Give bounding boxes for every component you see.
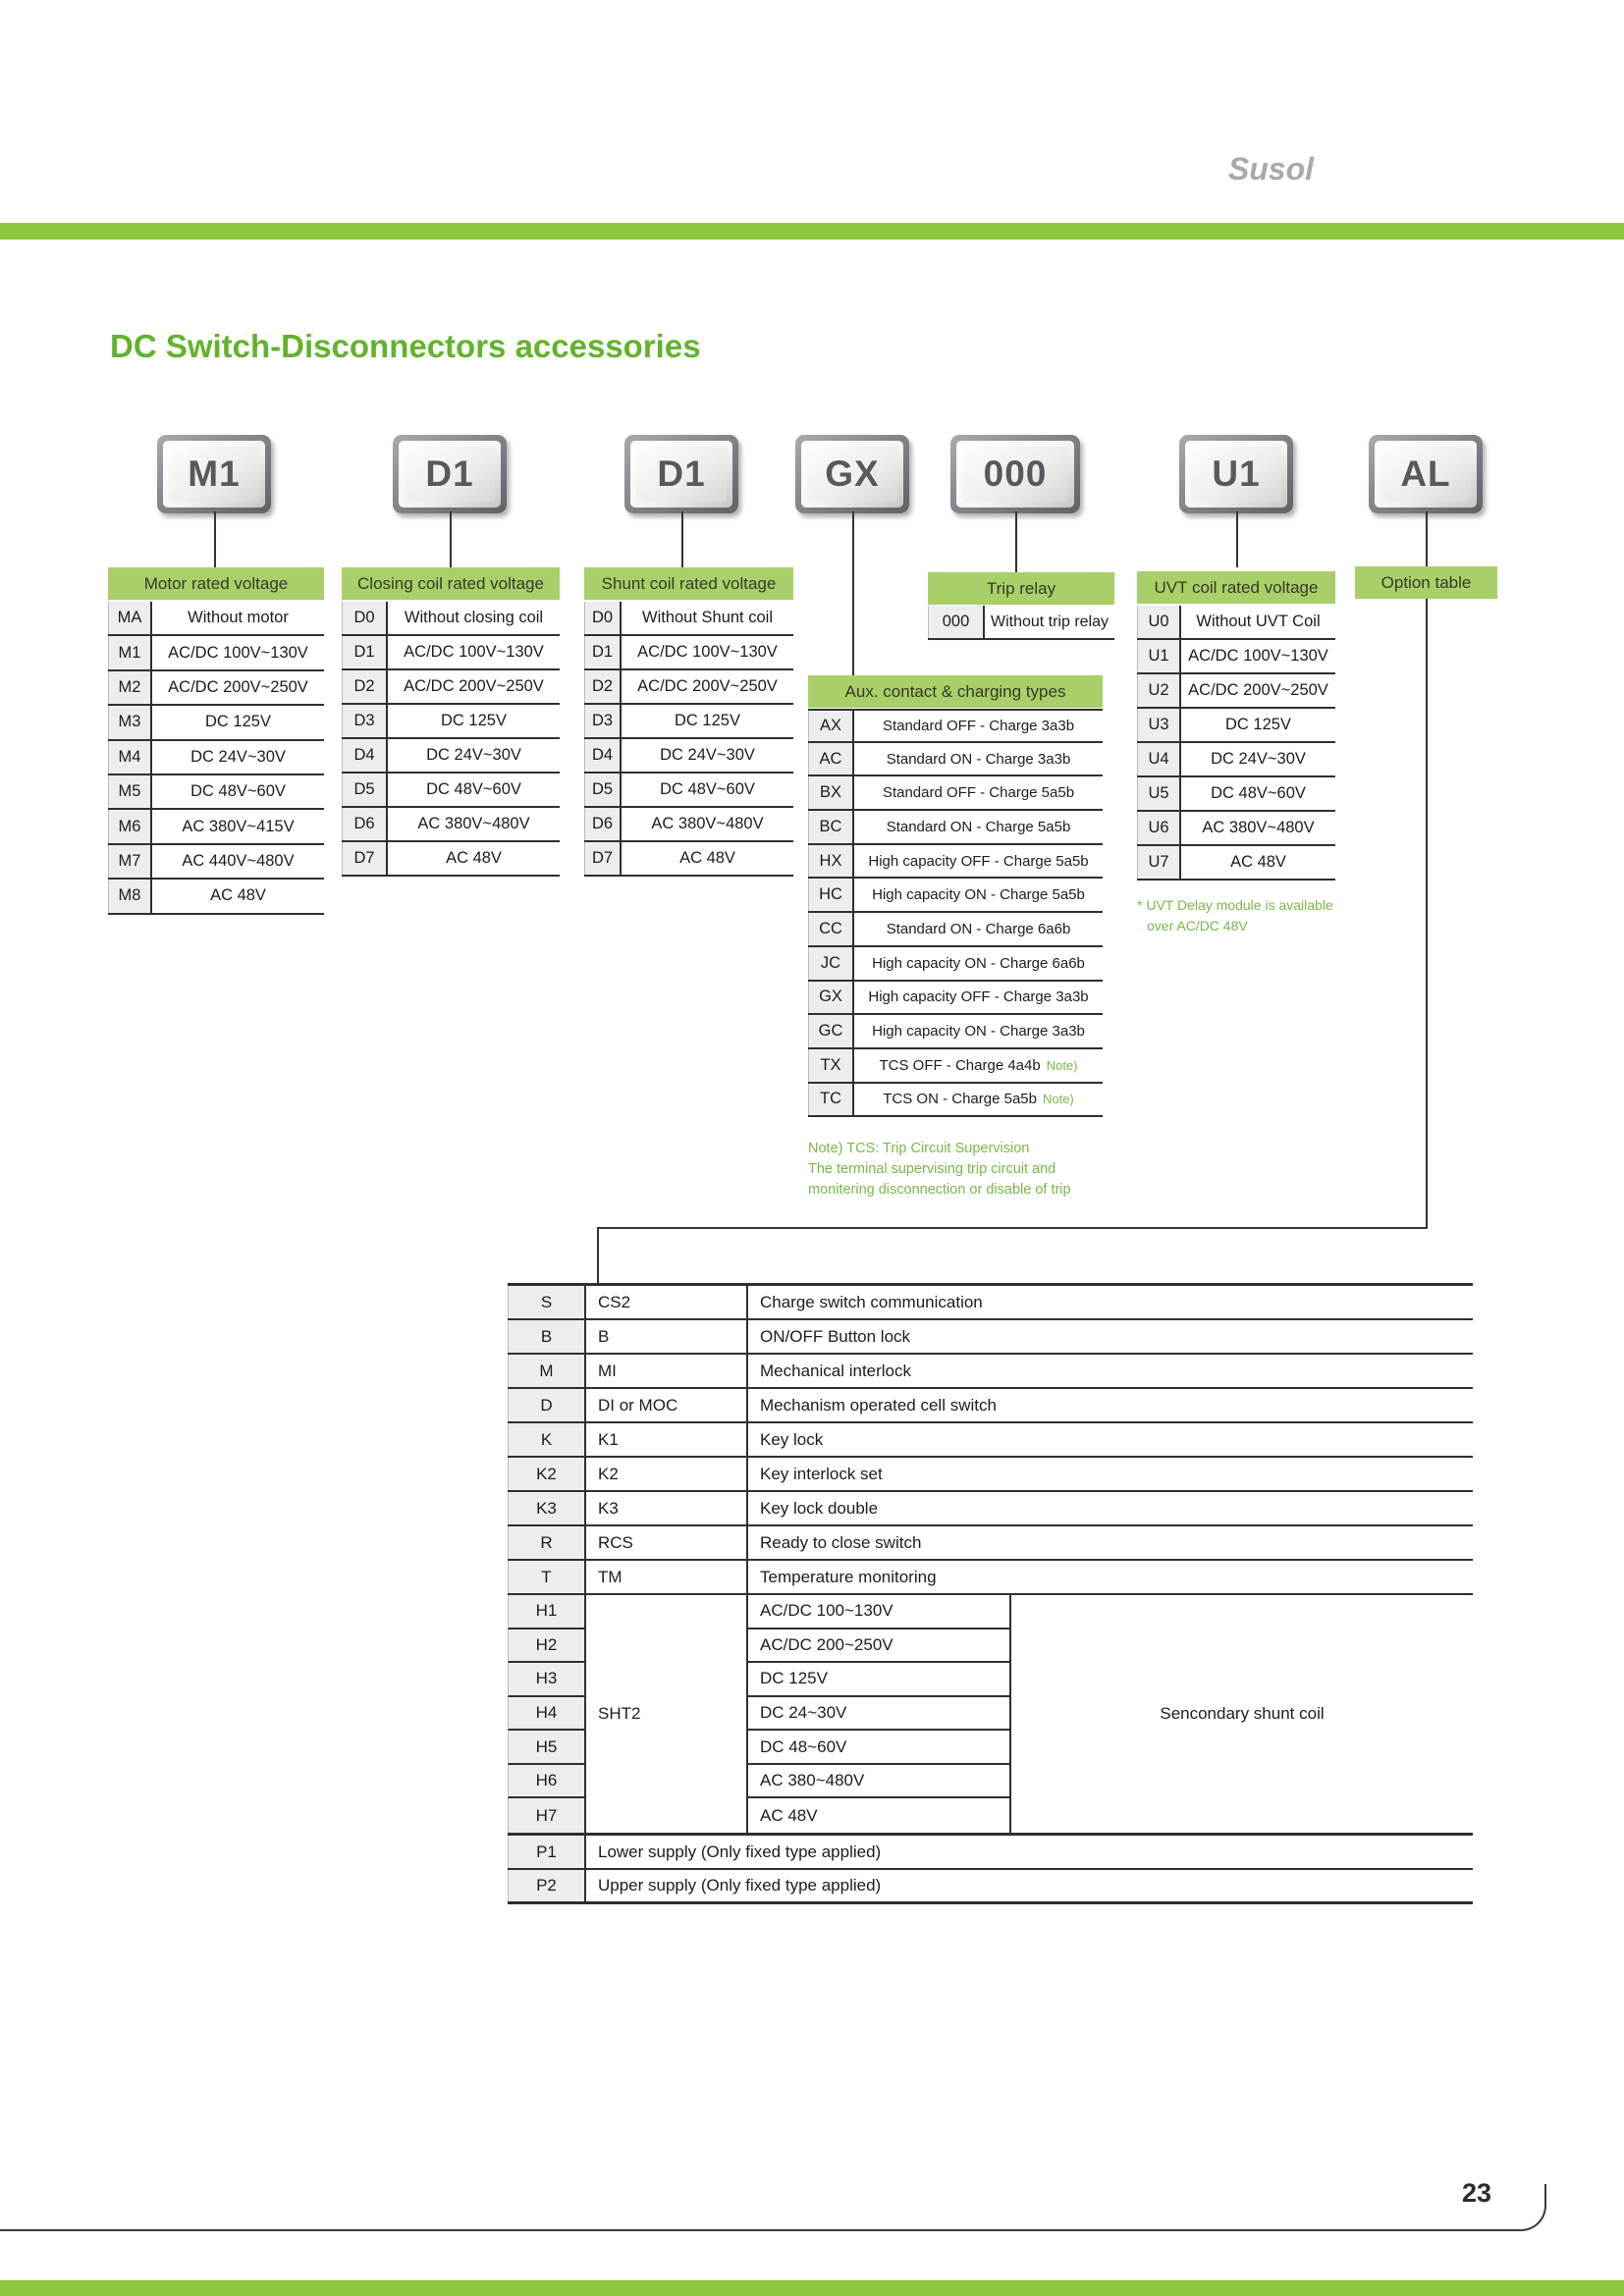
- aux-value-JC: High capacity ON - Charge 6a6b: [872, 954, 1085, 972]
- motor-code-M6: M6: [108, 810, 152, 842]
- option-row-T: [508, 1561, 1473, 1595]
- aux-table-header: Aux. contact & charging types: [808, 675, 1103, 708]
- keycap-label: GX: [807, 447, 897, 502]
- motor-value-M1: AC/DC 100V~130V: [168, 643, 308, 662]
- option-name-B: B: [586, 1320, 748, 1353]
- closing-code-D6: D6: [342, 808, 388, 840]
- option-table-header: Option table: [1355, 566, 1497, 599]
- shunt-code-D5: D5: [584, 774, 622, 806]
- option-name-K3: K3: [586, 1492, 748, 1524]
- shunt-row-D4: [584, 739, 793, 774]
- motor-code-M8: M8: [108, 880, 152, 912]
- option-row-R: [508, 1526, 1473, 1561]
- keycap-label: U1: [1191, 447, 1281, 502]
- option-name-M: MI: [586, 1355, 748, 1387]
- aux-note-line2: The terminal supervising trip circuit and: [808, 1161, 1056, 1177]
- motor-code-MA: MA: [108, 602, 152, 634]
- sht-voltage-H2: AC/DC 200~250V: [748, 1629, 1009, 1664]
- aux-row-TX: [808, 1049, 1103, 1084]
- aux-value-GC: High capacity ON - Charge 3a3b: [872, 1023, 1085, 1041]
- sht-voltage-H1: AC/DC 100~130V: [748, 1595, 1009, 1629]
- motor-code-M4: M4: [108, 741, 152, 774]
- motor-value-M6: AC 380V~415V: [182, 817, 295, 835]
- aux-value-AC: Standard ON - Charge 3a3b: [886, 750, 1071, 768]
- uvt-code-U1: U1: [1137, 640, 1181, 672]
- shunt-code-D2: D2: [584, 670, 622, 703]
- keycap-label: AL: [1380, 447, 1471, 502]
- uvt-value-U3: DC 125V: [1225, 716, 1291, 733]
- shunt-row-D6: [584, 808, 793, 842]
- shunt-row-D2: [584, 670, 793, 705]
- aux-value-HX: High capacity OFF - Charge 5a5b: [868, 852, 1089, 870]
- shunt-value-D2: AC/DC 200V~250V: [637, 677, 778, 695]
- aux-row-JC: [808, 947, 1103, 982]
- aux-code-HC: HC: [808, 879, 854, 911]
- closing-value-D4: DC 24V~30V: [426, 746, 521, 764]
- shunt-table: [584, 602, 793, 877]
- keycap-000-5: [950, 435, 1080, 513]
- aux-code-BX: BX: [808, 776, 854, 809]
- sht-code-H3: H3: [508, 1663, 586, 1697]
- closing-code-D4: D4: [342, 739, 388, 772]
- sht-code-H2: H2: [508, 1629, 586, 1664]
- closing-value-D0: Without closing coil: [404, 609, 544, 626]
- aux-row-HC: [808, 879, 1103, 913]
- uvt-row-U5: [1137, 777, 1335, 812]
- motor-row-M4: [108, 741, 324, 775]
- connector-line-9: [597, 1227, 599, 1283]
- uvt-code-U0: U0: [1137, 606, 1181, 638]
- closing-code-D1: D1: [342, 636, 388, 668]
- uvt-code-U3: U3: [1137, 709, 1181, 741]
- shunt-code-D0: D0: [584, 602, 622, 634]
- aux-code-BC: BC: [808, 811, 854, 843]
- motor-value-M2: AC/DC 200V~250V: [168, 677, 308, 696]
- sht-desc-cell: Sencondary shunt coil: [1160, 1704, 1325, 1723]
- option-code-P1: P1: [508, 1836, 586, 1868]
- option-name-K2: K2: [586, 1458, 748, 1490]
- closing-table: [342, 602, 560, 877]
- aux-row-AC: [808, 743, 1103, 777]
- motor-value-M3: DC 125V: [205, 713, 271, 731]
- closing-row-D4: [342, 739, 560, 774]
- connector-line-1: [214, 511, 216, 567]
- trip-code-000: 000: [928, 606, 985, 638]
- closing-code-D7: D7: [342, 842, 388, 875]
- option-table-sht-region: [508, 1595, 1473, 1836]
- option-code-T: T: [508, 1561, 586, 1593]
- option-row-K2: [508, 1458, 1473, 1492]
- option-row-P2: [508, 1870, 1473, 1904]
- brand-logo: Susol: [1227, 151, 1314, 187]
- motor-value-M5: DC 48V~60V: [190, 782, 286, 801]
- uvt-note-line1: * UVT Delay module is available: [1137, 897, 1333, 913]
- keycap-al-7: [1369, 435, 1483, 513]
- option-row-P1: [508, 1836, 1473, 1870]
- aux-code-AC: AC: [808, 743, 854, 775]
- aux-row-GC: [808, 1015, 1103, 1049]
- uvt-row-U3: [1137, 709, 1335, 743]
- keycap-gx-4: [795, 435, 909, 513]
- keycap-label: D1: [405, 447, 495, 502]
- closing-value-D1: AC/DC 100V~130V: [404, 643, 544, 661]
- sht-code-H6: H6: [508, 1765, 586, 1799]
- uvt-code-U2: U2: [1137, 674, 1181, 707]
- trip-table: [928, 606, 1114, 640]
- sht-label-cell: SHT2: [586, 1595, 748, 1833]
- uvt-table-header: UVT coil rated voltage: [1137, 571, 1335, 604]
- aux-note: [808, 1139, 1132, 1201]
- uvt-value-U4: DC 24V~30V: [1211, 750, 1306, 768]
- option-desc-S: Charge switch communication: [760, 1292, 983, 1311]
- closing-value-D5: DC 48V~60V: [426, 780, 521, 798]
- aux-code-GC: GC: [808, 1015, 854, 1047]
- option-table-simple-rows: [508, 1286, 1473, 1595]
- motor-code-M2: M2: [108, 671, 152, 704]
- motor-value-M7: AC 440V~480V: [182, 851, 295, 870]
- sht-code-H1: H1: [508, 1595, 586, 1629]
- trip-row-000: [928, 606, 1114, 640]
- sht-voltage-H5: DC 48~60V: [748, 1731, 1009, 1765]
- closing-row-D6: [342, 808, 560, 842]
- aux-row-BC: [808, 811, 1103, 845]
- option-code-B: B: [508, 1320, 586, 1353]
- shunt-value-D5: DC 48V~60V: [660, 780, 755, 798]
- closing-row-D7: [342, 842, 560, 877]
- connector-line-5: [1015, 511, 1017, 572]
- uvt-value-U1: AC/DC 100V~130V: [1188, 647, 1328, 665]
- option-table: [508, 1283, 1473, 1904]
- option-code-R: R: [508, 1526, 586, 1559]
- option-code-S: S: [508, 1286, 586, 1318]
- uvt-code-U4: U4: [1137, 743, 1181, 775]
- closing-code-D2: D2: [342, 670, 388, 703]
- uvt-value-U0: Without UVT Coil: [1196, 613, 1321, 630]
- uvt-value-U5: DC 48V~60V: [1211, 784, 1306, 802]
- shunt-value-D7: AC 48V: [679, 849, 735, 867]
- uvt-table: [1137, 606, 1335, 881]
- option-code-P2: P2: [508, 1870, 586, 1901]
- sht-voltage-H6: AC 380~480V: [748, 1765, 1009, 1799]
- uvt-value-U6: AC 380V~480V: [1202, 819, 1315, 836]
- trip-table-header: Trip relay: [928, 572, 1114, 605]
- shunt-row-D7: [584, 842, 793, 877]
- keycap-label: D1: [636, 447, 727, 502]
- closing-row-D0: [342, 602, 560, 636]
- uvt-code-U5: U5: [1137, 777, 1181, 810]
- closing-row-D5: [342, 774, 560, 808]
- closing-code-D5: D5: [342, 774, 388, 806]
- note-tag: Note): [1042, 1092, 1074, 1107]
- aux-row-CC: [808, 913, 1103, 947]
- option-desc-P2: Upper supply (Only fixed type applied): [598, 1876, 882, 1895]
- option-row-K3: [508, 1492, 1473, 1526]
- option-desc-R: Ready to close switch: [760, 1532, 922, 1552]
- shunt-row-D3: [584, 705, 793, 739]
- option-name-K: K1: [586, 1423, 748, 1456]
- closing-value-D7: AC 48V: [446, 849, 502, 867]
- motor-code-M5: M5: [108, 775, 152, 808]
- aux-row-GX: [808, 982, 1103, 1016]
- aux-row-HX: [808, 845, 1103, 880]
- keycap-d1-2: [393, 435, 507, 513]
- uvt-row-U0: [1137, 606, 1335, 640]
- closing-value-D3: DC 125V: [441, 712, 507, 729]
- top-accent-bar: [0, 223, 1624, 240]
- aux-code-AX: AX: [808, 711, 854, 741]
- aux-row-BX: [808, 776, 1103, 811]
- option-desc-T: Temperature monitoring: [760, 1567, 937, 1586]
- aux-code-TX: TX: [808, 1049, 854, 1082]
- uvt-row-U1: [1137, 640, 1335, 674]
- option-desc-M: Mechanical interlock: [760, 1361, 912, 1380]
- motor-row-M5: [108, 775, 324, 810]
- shunt-row-D1: [584, 636, 793, 670]
- page-number: 23: [1461, 2178, 1492, 2208]
- shunt-code-D3: D3: [584, 705, 622, 737]
- option-name-S: CS2: [586, 1286, 748, 1318]
- keycap-bevel: [399, 441, 501, 507]
- motor-row-M6: [108, 810, 324, 844]
- aux-value-BX: Standard OFF - Charge 5a5b: [882, 784, 1075, 802]
- aux-code-GX: GX: [808, 982, 854, 1014]
- uvt-note: [1137, 895, 1363, 936]
- keycap-d1-3: [624, 435, 738, 513]
- option-table-p-rows: [508, 1836, 1473, 1904]
- aux-value-GX: High capacity OFF - Charge 3a3b: [868, 988, 1089, 1006]
- motor-value-MA: Without motor: [188, 609, 289, 627]
- option-desc-D: Mechanism operated cell switch: [760, 1395, 997, 1415]
- option-name-R: RCS: [586, 1526, 748, 1559]
- option-code-D: D: [508, 1389, 586, 1421]
- uvt-row-U4: [1137, 743, 1335, 777]
- closing-value-D6: AC 380V~480V: [417, 815, 530, 832]
- option-row-D: [508, 1389, 1473, 1423]
- motor-value-M8: AC 48V: [210, 886, 266, 905]
- connector-line-6: [1236, 511, 1238, 567]
- motor-table: [108, 602, 324, 915]
- shunt-value-D1: AC/DC 100V~130V: [637, 643, 778, 661]
- option-code-K2: K2: [508, 1458, 586, 1490]
- aux-code-CC: CC: [808, 913, 854, 945]
- sht-code-H7: H7: [508, 1798, 586, 1833]
- keycap-bevel: [163, 441, 265, 507]
- motor-code-M1: M1: [108, 636, 152, 668]
- uvt-note-line2: over AC/DC 48V: [1147, 918, 1248, 934]
- closing-row-D3: [342, 705, 560, 739]
- motor-table-header: Motor rated voltage: [108, 567, 324, 600]
- motor-code-M7: M7: [108, 845, 152, 878]
- option-desc-P1: Lower supply (Only fixed type applied): [598, 1842, 882, 1861]
- aux-value-HC: High capacity ON - Charge 5a5b: [872, 886, 1085, 904]
- aux-code-JC: JC: [808, 947, 854, 980]
- shunt-value-D3: DC 125V: [675, 712, 740, 729]
- aux-value-BC: Standard ON - Charge 5a5b: [886, 818, 1071, 835]
- keycap-bevel: [801, 441, 903, 507]
- aux-row-TC: [808, 1084, 1103, 1118]
- option-code-M: M: [508, 1355, 586, 1387]
- page-title: DC Switch-Disconnectors accessories: [110, 328, 701, 364]
- option-name-T: TM: [586, 1561, 748, 1593]
- shunt-row-D0: [584, 602, 793, 636]
- uvt-code-U7: U7: [1137, 846, 1181, 879]
- motor-row-M1: [108, 636, 324, 670]
- closing-table-header: Closing coil rated voltage: [342, 567, 560, 600]
- keycap-bevel: [1375, 441, 1477, 507]
- motor-row-M3: [108, 706, 324, 740]
- sht-voltage-column: [748, 1595, 1011, 1833]
- motor-row-MA: [108, 602, 324, 636]
- option-row-S: [508, 1286, 1473, 1320]
- connector-line-4: [852, 511, 854, 675]
- uvt-code-U6: U6: [1137, 812, 1181, 844]
- sht-voltage-H7: AC 48V: [760, 1805, 818, 1825]
- sht-voltage-H3: DC 125V: [748, 1663, 1009, 1697]
- option-row-M: [508, 1355, 1473, 1389]
- keycap-bevel: [956, 441, 1074, 507]
- shunt-code-D6: D6: [584, 808, 622, 840]
- sht-code-column: [508, 1595, 586, 1833]
- aux-row-AX: [808, 709, 1103, 743]
- shunt-table-header: Shunt coil rated voltage: [584, 567, 793, 600]
- sht-voltage-H4: DC 24~30V: [748, 1697, 1009, 1732]
- closing-row-D1: [342, 636, 560, 670]
- shunt-row-D5: [584, 774, 793, 808]
- connector-line-2: [450, 511, 452, 567]
- motor-code-M3: M3: [108, 706, 152, 738]
- aux-value-AX: Standard OFF - Charge 3a3b: [882, 717, 1075, 734]
- option-desc-B: ON/OFF Button lock: [760, 1326, 911, 1346]
- uvt-row-U2: [1137, 674, 1335, 709]
- connector-line-8: [597, 1227, 1428, 1229]
- keycap-bevel: [1185, 441, 1287, 507]
- aux-value-TC: TCS ON - Charge 5a5b Note): [883, 1091, 1074, 1108]
- aux-value-TX: TCS OFF - Charge 4a4b Note): [879, 1056, 1078, 1074]
- aux-table: [808, 709, 1103, 1117]
- motor-row-M2: [108, 671, 324, 706]
- uvt-value-U7: AC 48V: [1230, 853, 1286, 871]
- keycap-label: M1: [169, 447, 259, 502]
- keycap-u1-6: [1179, 435, 1293, 513]
- closing-code-D3: D3: [342, 705, 388, 737]
- uvt-row-U7: [1137, 846, 1335, 881]
- shunt-code-D7: D7: [584, 842, 622, 875]
- option-name-D: DI or MOC: [586, 1389, 748, 1421]
- option-desc-K2: Key interlock set: [760, 1464, 883, 1483]
- connector-line-7: [1426, 511, 1428, 1227]
- motor-row-M7: [108, 845, 324, 880]
- shunt-value-D6: AC 380V~480V: [651, 815, 764, 832]
- motor-value-M4: DC 24V~30V: [190, 747, 286, 766]
- aux-note-line1: Note) TCS: Trip Circuit Supervision: [808, 1141, 1030, 1156]
- shunt-value-D4: DC 24V~30V: [660, 746, 755, 764]
- connector-line-3: [681, 511, 683, 567]
- shunt-value-D0: Without Shunt coil: [642, 609, 773, 626]
- closing-row-D2: [342, 670, 560, 705]
- aux-code-TC: TC: [808, 1084, 854, 1116]
- aux-note-line3: monitering disconnection or disable of trip: [808, 1182, 1071, 1198]
- uvt-value-U2: AC/DC 200V~250V: [1188, 681, 1328, 699]
- footer-corner-line: [0, 2184, 1546, 2231]
- keycap-label: 000: [962, 447, 1068, 502]
- shunt-code-D4: D4: [584, 739, 622, 772]
- option-row-B: [508, 1320, 1473, 1355]
- trip-value-000: Without trip relay: [990, 613, 1110, 630]
- closing-value-D2: AC/DC 200V~250V: [404, 677, 544, 695]
- keycap-m1-1: [157, 435, 271, 513]
- motor-row-M8: [108, 880, 324, 914]
- bottom-accent-bar: [0, 2280, 1624, 2296]
- sht-code-H4: H4: [508, 1697, 586, 1732]
- option-desc-K: Key lock: [760, 1429, 824, 1449]
- aux-value-CC: Standard ON - Charge 6a6b: [886, 920, 1071, 937]
- shunt-code-D1: D1: [584, 636, 622, 668]
- keycap-bevel: [630, 441, 732, 507]
- option-code-K3: K3: [508, 1492, 586, 1524]
- aux-code-HX: HX: [808, 845, 854, 878]
- option-desc-K3: Key lock double: [760, 1498, 879, 1518]
- uvt-row-U6: [1137, 812, 1335, 846]
- option-code-K: K: [508, 1423, 586, 1456]
- sht-code-H5: H5: [508, 1731, 586, 1765]
- option-row-K: [508, 1423, 1473, 1458]
- note-tag: Note): [1046, 1057, 1078, 1073]
- closing-code-D0: D0: [342, 602, 388, 634]
